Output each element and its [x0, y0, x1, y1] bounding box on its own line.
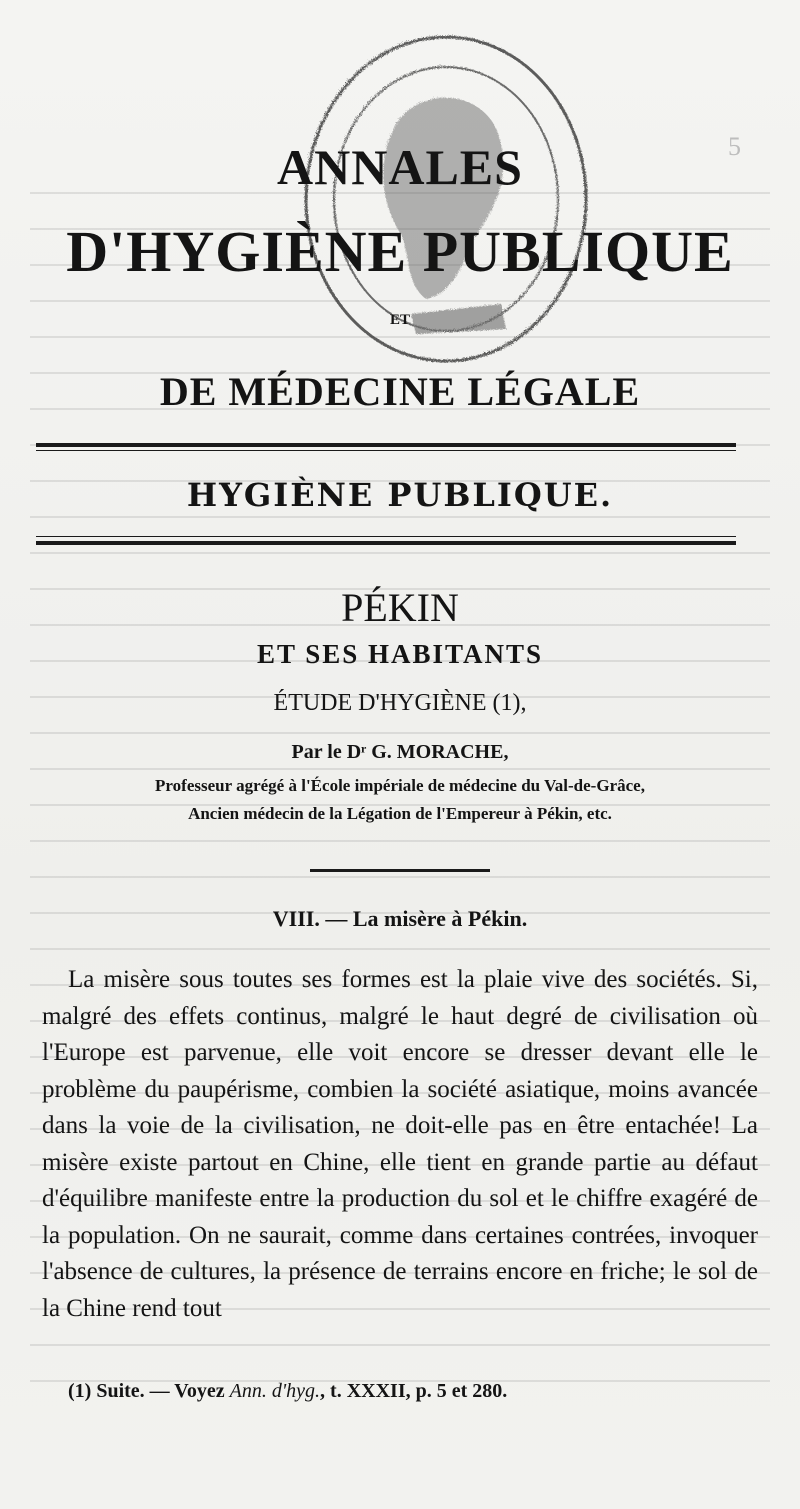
- body-paragraph: La misère sous toutes ses formes est la plaie vive des sociétés. Si, malgré des effets continus, malgré le haut degré de civilisation où l'Europe est parvenue, elle voit encore se dresser devant elle le problème du paupérisme, combien la société asiatique, moins avancée dans la voie de la civilisation, ne doit-elle pas en être entachée! La misère existe partout en Chine, elle tient en grande partie au défaut d'équilibre manifeste entre la production du sol et le chiffre exagéré de la population. On ne saurait, comme dans certaines contrées, invoquer l'absence de cultures, la présence de terrains encore en friche; le sol de la Chine rend tout: [42, 966, 758, 1322]
- journal-title-line1: ANNALES: [277, 139, 523, 195]
- article-title: PÉKIN: [341, 585, 459, 630]
- footnote: [68, 1380, 507, 1403]
- chapter-rule: [310, 869, 490, 872]
- author-role-2: Ancien médecin de la Légation de l'Empereur à Pékin, etc.: [188, 804, 612, 823]
- section-rule-thin: [36, 536, 736, 537]
- header-rule-thin: [36, 450, 736, 451]
- article-kind: ÉTUDE D'HYGIÈNE (1),: [273, 690, 527, 716]
- journal-title-conjunction: ET: [389, 312, 410, 328]
- journal-title-line2: D'HYGIÈNE PUBLIQUE: [66, 219, 734, 284]
- article-subtitle: ET SES HABITANTS: [256, 639, 544, 669]
- page-number: 5: [728, 132, 741, 161]
- header-rule-thick: [36, 443, 736, 447]
- author-role-1: Professeur agrégé à l'École impériale de médecine du Val-de-Grâce,: [155, 776, 645, 795]
- article-author: Par le Dʳ G. MORACHE,: [291, 741, 509, 763]
- footnote-reference: Ann. d'hyg.: [229, 1380, 321, 1402]
- footnote-prefix: (1) Suite. — Voyez: [68, 1380, 225, 1402]
- section-heading: HYGIÈNE PUBLIQUE.: [186, 476, 614, 514]
- journal-title-line3: DE MÉDECINE LÉGALE: [159, 369, 641, 414]
- section-rule-thick: [36, 541, 736, 545]
- footnote-suffix: , t. XXXII, p. 5 et 280.: [320, 1380, 508, 1402]
- chapter-heading: VIII. — La misère à Pékin.: [272, 906, 528, 931]
